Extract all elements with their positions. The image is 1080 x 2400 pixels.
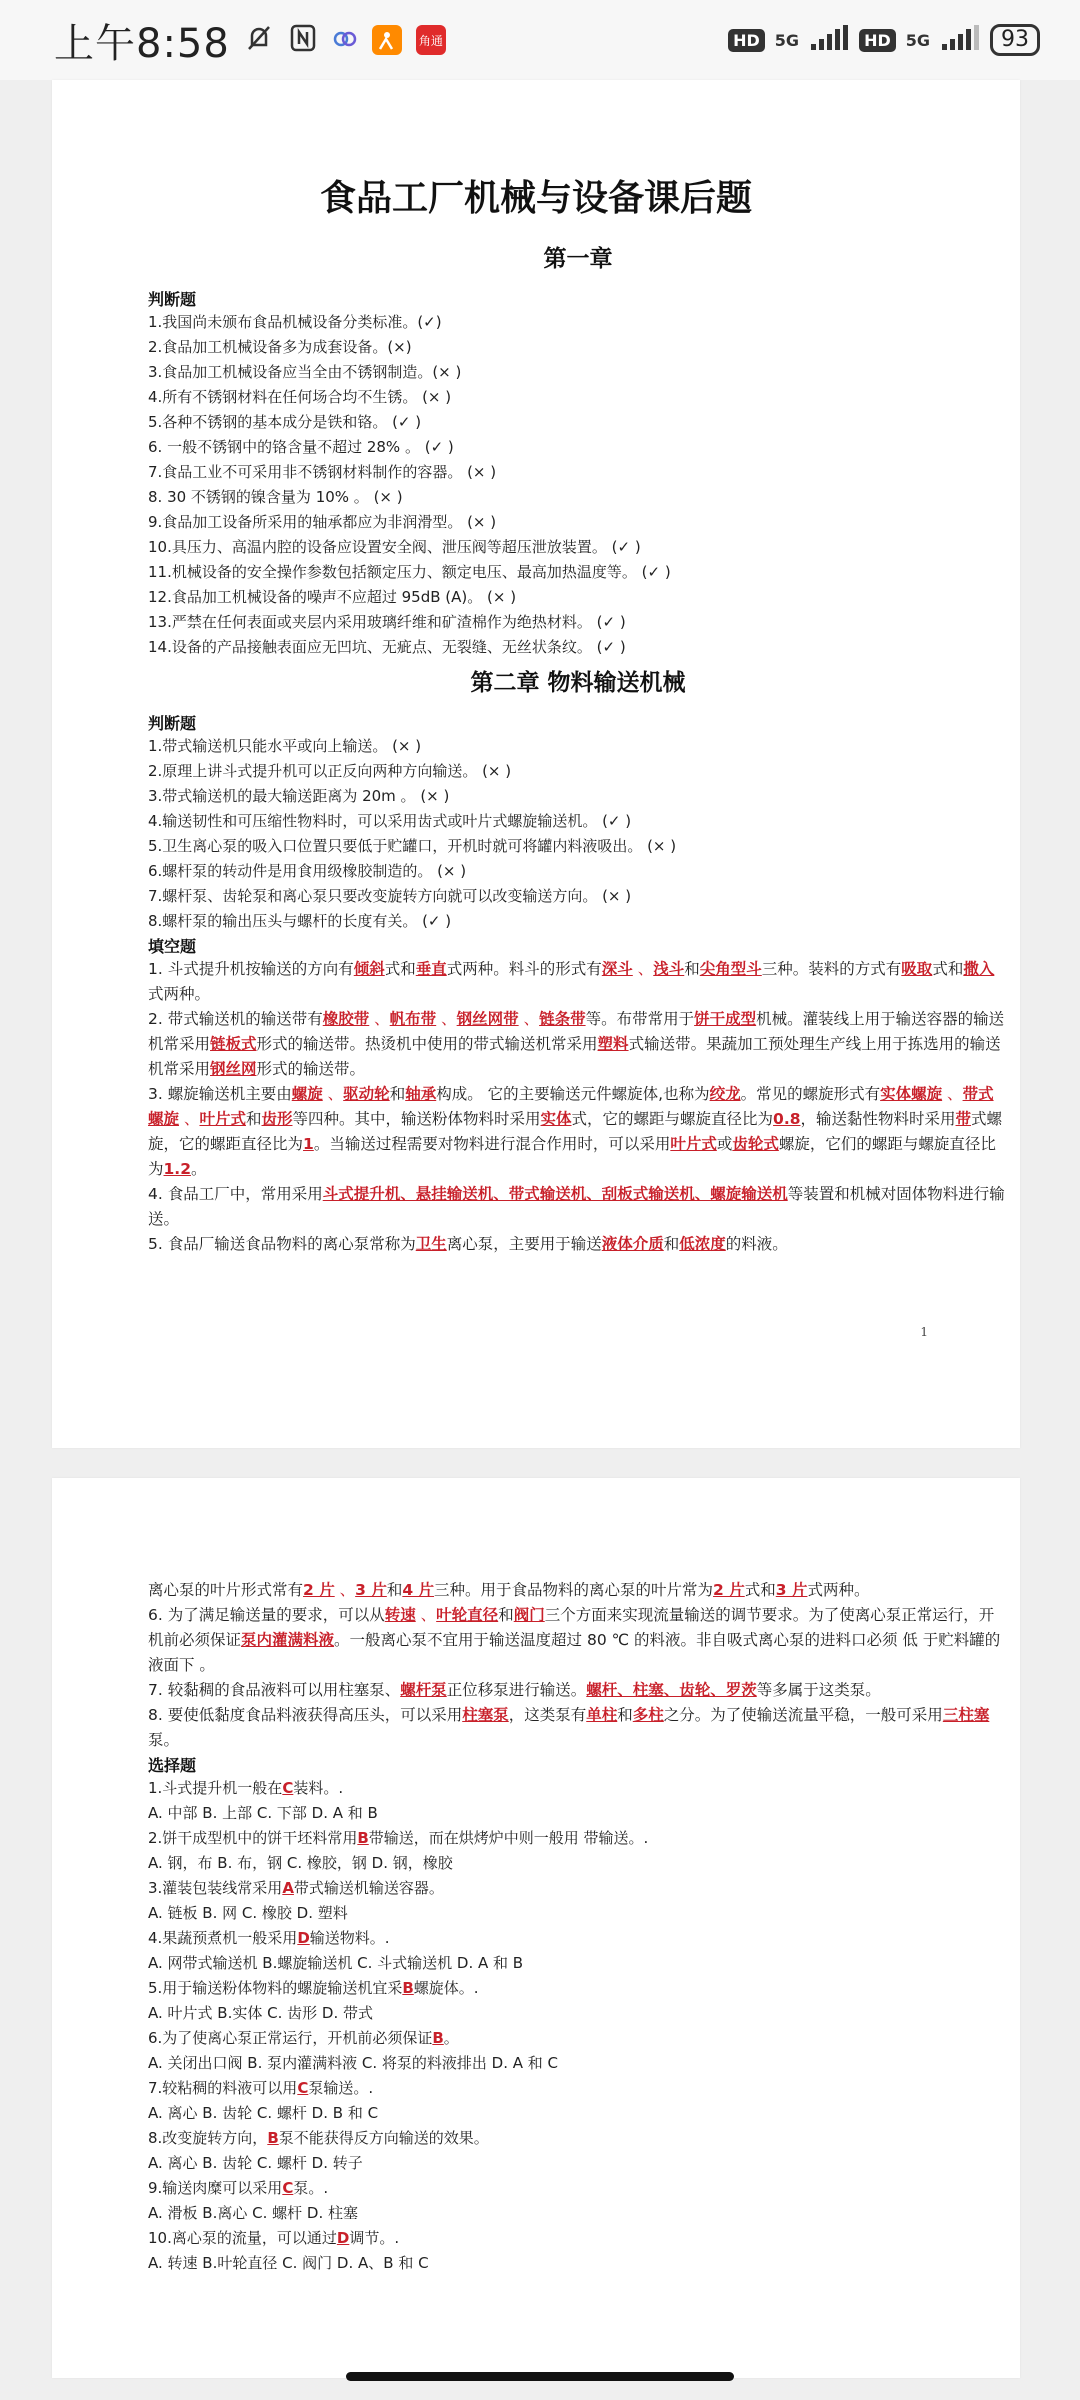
answer: 齿形: [261, 1110, 293, 1128]
answer: 斗式提升机、悬挂输送机、带式输送机、刮板式输送机、螺旋输送机: [322, 1185, 788, 1203]
question-text: 4. 食品工厂中，常用采用: [148, 1185, 323, 1203]
question-text: 和: [389, 1085, 406, 1103]
answer: 2 片: [303, 1581, 335, 1599]
fill-question-7: [148, 1678, 1008, 1703]
list-item: 4.输送韧性和可压缩性物料时，可以采用齿式或叶片式螺旋输送机。 (✓ ): [148, 812, 632, 830]
choice-options: A. 钢，布 B. 布，钢 C. 橡胶，钢 D. 钢，橡胶: [148, 1854, 453, 1872]
cloud-app-icon: [332, 25, 358, 55]
fill-question-1: 1. 斗式提升机按输送的方向有倾斜式和垂直式两种。料斗的形式有深斗 、浅斗和尖角型斗三种。装料的方式有吸取式和撒入式两种。: [148, 960, 995, 1003]
question-text: 和: [498, 1606, 514, 1624]
list-item: 13.严禁在任何表面或夹层内采用玻璃纤维和矿渣棉作为绝热材料。 (✓ ): [148, 613, 626, 631]
question-text: 的料液。: [725, 1235, 788, 1253]
home-indicator[interactable]: [346, 2372, 734, 2381]
app-badge-icon: 角通: [416, 25, 446, 55]
choice-question: [148, 1826, 1008, 1851]
answer: 柱塞泵: [462, 1706, 509, 1724]
fill-question-6: 6. 为了满足输送量的要求，可以从转速 、叶轮直径和阀门三个方面来实现流量输送的调节要求。为了使离心泵正常运行，开机前必须保证泵内灌满料液。一般离心泵不宜用于输送温度超过 80 ℃ 的料液。非自吸式离心泵的进料口必须 低 于贮料罐的 液面下 。: [148, 1606, 1001, 1674]
list-item: 3.带式输送机的最大输送距离为 20m 。 (× ): [148, 787, 450, 805]
answer: 4 片: [402, 1581, 435, 1599]
document-page-2: [52, 1478, 1020, 2378]
question-text: 式螺旋，它的螺距直径比为: [148, 1110, 1003, 1153]
answer: B: [402, 1979, 414, 1997]
answer: 阀门: [513, 1606, 545, 1624]
question-text: 机械。灌装线上用于输送容器的输送机常采用: [148, 1010, 1005, 1053]
list-item: 10.具压力、高温内腔的设备应设置安全阀、泄压阀等超压泄放装置。 (✓ ): [148, 538, 641, 556]
list-item: 8.螺杆泵的输出压头与螺杆的长度有关。 (✓ ): [148, 912, 452, 930]
choice-options: A. 网带式输送机 B.螺旋输送机 C. 斗式输送机 D. A 和 B: [148, 1954, 524, 1972]
answer: 三柱塞: [942, 1706, 990, 1724]
answer: C: [282, 2179, 294, 2197]
list-item: 7.螺杆泵、齿轮泵和离心泵只要改变旋转方向就可以改变输送方向。 (× ): [148, 887, 632, 905]
answer: 1.2: [163, 1160, 191, 1178]
list-item: 11.机械设备的安全操作参数包括额定压力、额定电压、最高加热温度等。 (✓ ): [148, 563, 671, 581]
choice-options: A. 离心 B. 齿轮 C. 螺杆 D. B 和 C: [148, 2104, 379, 2122]
answer: 单柱: [586, 1706, 618, 1724]
answer: 2 片: [713, 1581, 745, 1599]
question-text: 和: [617, 1706, 633, 1724]
network-label: 5G: [774, 30, 800, 50]
chapter-1-title: 第一章: [543, 245, 613, 272]
answer: 泵内灌满料液: [241, 1631, 335, 1649]
list-item: 4.所有不锈钢材料在任何场合均不生锈。 (× ): [148, 388, 452, 406]
question-text: 5.用于输送粉体物料的螺旋输送机宜采: [148, 1979, 403, 1997]
question-text: 泵。.: [293, 2179, 329, 2197]
question-text: 和: [663, 1235, 680, 1253]
list-item: 5.卫生离心泵的吸入口位置只要低于贮罐口，开机时就可将罐内料液吸出。 (× ): [148, 837, 677, 855]
question-text: 或: [716, 1135, 733, 1153]
answer: 转速: [384, 1606, 416, 1624]
list-item: 1.带式输送机只能水平或向上输送。 (× ): [148, 737, 422, 755]
answer: 实体: [540, 1110, 572, 1128]
answer: 1: [303, 1135, 314, 1153]
question-text: 6. 为了满足输送量的要求，可以从: [148, 1606, 385, 1624]
answer: B: [432, 2029, 444, 2047]
question-text: 泵输送。.: [308, 2079, 374, 2097]
question-text: 9.输送肉糜可以采用: [148, 2179, 283, 2197]
choice-question: [148, 2026, 1008, 2051]
answer: 浅斗: [653, 960, 685, 978]
chapter-2-judge-heading: 判断题: [148, 714, 197, 733]
taobao-app-icon: [372, 25, 402, 55]
answer: 带式螺旋: [148, 1085, 994, 1128]
answer: 饼干成型: [694, 1010, 757, 1028]
choice-question: [148, 2126, 1008, 2151]
fill-question-2: 2. 带式输送机的输送带有橡胶带 、帆布带 、钢丝网带 、链条带等。布带常用于饼干成型机械。灌装线上用于输送容器的输送机常采用链板式形式的输送带。热烫机中使用的带式输送机常采用塑料式输送带。果蔬加工预处理生产线上用于拣选用的输送机常采用钢丝网形式的输送带。: [148, 1010, 1005, 1078]
answer: 叶轮直径: [436, 1606, 499, 1624]
answer: 钢丝网: [210, 1060, 257, 1078]
choice-options: A. 滑板 B.离心 C. 螺杆 D. 柱塞: [148, 2204, 358, 2222]
question-text: 螺旋体。.: [413, 1979, 479, 1997]
question-text: 等四种。其中，输送粉体物料时采用: [292, 1110, 541, 1128]
question-text: 离心泵的叶片形式常有: [148, 1581, 304, 1599]
answer: 螺旋: [291, 1085, 323, 1103]
list-item: 1.我国尚未颁布食品机械设备分类标准。(✓): [148, 313, 442, 331]
answer: 深斗: [601, 960, 633, 978]
choice-options: A. 链板 B. 网 C. 橡胶 D. 塑料: [148, 1904, 348, 1922]
question-text: 输送物料。.: [309, 1929, 390, 1947]
question-text: ，输送黏性物料时采用: [800, 1110, 956, 1128]
choice-options: A. 关闭出口阀 B. 泵内灌满料液 C. 将泵的料液排出 D. A 和 C: [148, 2054, 559, 2072]
status-time: 上午8:58: [54, 20, 230, 67]
question-text: 式两种。: [807, 1581, 870, 1599]
answer: 低浓度: [679, 1235, 726, 1253]
question-text: 和: [386, 1581, 403, 1599]
question-text: 。: [443, 2029, 459, 2047]
question-text: 正位移泵进行输送。: [446, 1681, 587, 1699]
answer: B: [357, 1829, 369, 1847]
question-text: 1. 斗式提升机按输送的方向有: [148, 960, 354, 978]
answer: C: [297, 2079, 309, 2097]
question-text: ，这类泵有: [508, 1706, 587, 1724]
question-text: 7.较粘稠的料液可以用: [148, 2079, 298, 2097]
answer: 液体介质: [601, 1235, 664, 1253]
question-text: 之分。为了使输送流量平稳，一般可采用: [663, 1706, 943, 1724]
question-text: 1.斗式提升机一般在: [148, 1779, 283, 1797]
list-item: 6.螺杆泵的转动件是用食用级橡胶制造的。 (× ): [148, 862, 467, 880]
question-text: 3. 螺旋输送机主要由: [148, 1085, 292, 1103]
answer: 齿轮式: [732, 1135, 779, 1153]
answer: 橡胶带: [322, 1010, 370, 1028]
nfc-icon: [288, 23, 318, 57]
question-text: 式和: [744, 1581, 776, 1599]
answer: 塑料: [597, 1035, 629, 1053]
question-text: 式和: [932, 960, 964, 978]
choice-question: [148, 1926, 1008, 1951]
question-text: 泵不能获得反方向输送的效果。: [278, 2129, 489, 2147]
list-item: 3.食品加工机械设备应当全由不锈钢制造。(× ): [148, 363, 462, 381]
fill-question-5-continued: 离心泵的叶片形式常有2 片 、3 片和4 片三种。用于食品物料的离心泵的叶片常为2 片式和3 片式两种。: [148, 1581, 870, 1599]
question-text: 6.为了使离心泵正常运行，开机前必须保证: [148, 2029, 433, 2047]
answer: 绞龙: [709, 1085, 741, 1103]
answer: 多柱: [632, 1706, 664, 1724]
answer: 垂直: [415, 960, 447, 978]
chapter-2-title: 第二章 物料输送机械: [470, 669, 686, 696]
answer: 轴承: [405, 1085, 437, 1103]
choice-question: [148, 1776, 1008, 1801]
page-number: 1: [920, 1325, 928, 1339]
chapter-1-judge-list: [148, 310, 1008, 660]
answer: 钢丝网带: [456, 1010, 519, 1028]
question-text: 式输送带。果蔬加工预处理生产线上用于拣选用的输送机常采用: [148, 1035, 1001, 1078]
question-text: 5. 食品厂输送食品物料的离心泵常称为: [148, 1235, 416, 1253]
answer: 叶片式: [199, 1110, 246, 1128]
question-text: 螺旋，它们的螺距与螺旋直径比为: [148, 1135, 996, 1178]
choice-options: A. 中部 B. 上部 C. 下部 D. A 和 B: [148, 1804, 378, 1822]
page-title: 食品工厂机械与设备课后题: [319, 177, 752, 219]
question-text: 。: [190, 1160, 207, 1178]
answer: 叶片式: [670, 1135, 717, 1153]
fill-question-5: [148, 1232, 1008, 1257]
question-text: 三种。装料的方式有: [761, 960, 902, 978]
question-text: 10.离心泵的流量，可以通过: [148, 2229, 337, 2247]
question-text: 。常见的螺旋形式有: [740, 1085, 881, 1103]
question-text: 。当输送过程需要对物料进行混合作用时，可以采用: [313, 1135, 671, 1153]
question-text: 和: [245, 1110, 262, 1128]
list-item: 6. 一般不锈钢中的铬含量不超过 28% 。 (✓ ): [148, 438, 454, 456]
signal-icon-2: [940, 24, 980, 56]
answer: D: [336, 2229, 350, 2247]
answer: 带: [955, 1110, 972, 1128]
status-bar: [0, 0, 1080, 80]
question-text: 等。布带常用于: [585, 1010, 695, 1028]
answer: 3 片: [775, 1581, 808, 1599]
answer: 帆布带: [389, 1010, 437, 1028]
question-text: 8. 要使低黏度食品料液获得高压头，可以采用: [148, 1706, 463, 1724]
fill-question-4: [148, 1182, 1008, 1232]
answer: C: [282, 1779, 294, 1797]
document-page-1: [52, 80, 1020, 1448]
choice-question: [148, 2076, 1008, 2101]
choice-question: [148, 1976, 1008, 2001]
list-item: 7.食品工业不可采用非不锈钢材料制作的容器。 (× ): [148, 463, 497, 481]
question-text: 式两种。料斗的形式有: [446, 960, 602, 978]
list-item: 9.食品加工设备所采用的轴承都应为非润滑型。 (× ): [148, 513, 497, 531]
list-item: 14.设备的产品接触表面应无凹坑、无疵点、无裂缝、无丝状条纹。 (✓ ): [148, 638, 626, 656]
question-text: 式两种。: [148, 985, 211, 1003]
question-text: 装料。.: [293, 1779, 344, 1797]
answer: 链板式: [210, 1035, 257, 1053]
answer: 卫生: [415, 1235, 447, 1253]
list-item: 12.食品加工机械设备的噪声不应超过 95dB (A)。 (× ): [148, 588, 517, 606]
answer: 尖角型斗: [699, 960, 762, 978]
question-text: 4.果蔬预煮机一般采用: [148, 1929, 298, 1947]
chapter-1-section-heading: 判断题: [148, 290, 197, 309]
hd-label: HD: [728, 29, 765, 52]
hd-label-2: HD: [859, 29, 896, 52]
question-text: 2. 带式输送机的输送带有: [148, 1010, 323, 1028]
battery-indicator: 93: [990, 24, 1040, 56]
question-text: 等多属于这类泵。: [756, 1681, 881, 1699]
answer: 链条带: [539, 1010, 586, 1028]
question-text: 形式的输送带。热烫机中使用的带式输送机常采用: [256, 1035, 598, 1053]
question-text: 调节。.: [349, 2229, 400, 2247]
choice-question: [148, 1876, 1008, 1901]
list-item: 2.原理上讲斗式提升机可以正反向两种方向输送。 (× ): [148, 762, 512, 780]
answer: 螺杆、柱塞、齿轮、罗茨: [586, 1681, 757, 1699]
question-text: 形式的输送带。: [256, 1060, 366, 1078]
network-label-2: 5G: [905, 30, 930, 50]
list-item: 5.各种不锈钢的基本成分是铁和铬。 (✓ ): [148, 413, 422, 431]
choice-question: [148, 2176, 1008, 2201]
question-text: 式和: [384, 960, 416, 978]
signal-icon: [809, 24, 849, 56]
chapter-2-fill-heading: 填空题: [148, 937, 197, 956]
answer: 撒入: [963, 960, 995, 978]
choice-options: A. 转速 B.叶轮直径 C. 阀门 D. A、B 和 C: [148, 2254, 429, 2272]
choice-section-heading: 选择题: [148, 1756, 197, 1775]
answer: 螺杆泵: [400, 1681, 447, 1699]
choice-list: [148, 1776, 1008, 2276]
question-text: 7. 较黏稠的食品液料可以用柱塞泵、: [148, 1681, 401, 1699]
answer: B: [267, 2129, 279, 2147]
question-text: 和: [684, 960, 700, 978]
question-text: 三个方面来实现流量输送的调节要求。为了使离心泵正常运行，开机前必须保证: [148, 1606, 995, 1649]
chapter-2-judge-list: [148, 734, 1008, 934]
question-text: 构成。 它的主要输送元件螺旋体,也称为: [436, 1085, 710, 1103]
question-text: 8.改变旋转方向，: [148, 2129, 268, 2147]
question-text: 2.饼干成型机中的饼干坯料常用: [148, 1829, 358, 1847]
question-text: 3.灌装包装线常采用: [148, 1879, 283, 1897]
question-text: 离心泵，主要用于输送: [446, 1235, 602, 1253]
answer: 吸取: [901, 960, 933, 978]
choice-options: A. 离心 B. 齿轮 C. 螺杆 D. 转子: [148, 2154, 363, 2172]
answer: A: [282, 1879, 294, 1897]
answer: 0.8: [773, 1110, 801, 1128]
answer: 3 片: [355, 1581, 387, 1599]
fill-question-8: [148, 1703, 1008, 1753]
answer: 驱动轮: [343, 1085, 390, 1103]
question-text: 泵。: [148, 1731, 180, 1749]
list-item: 8. 30 不锈钢的镍含量为 10% 。 (× ): [148, 488, 403, 506]
question-text: 带式输送机输送容器。: [293, 1879, 444, 1897]
answer: 倾斜: [353, 960, 385, 978]
choice-options: A. 叶片式 B.实体 C. 齿形 D. 带式: [148, 2004, 373, 2022]
fill-question-3: 3. 螺旋输送机主要由螺旋 、驱动轮和轴承构成。 它的主要输送元件螺旋体,也称为绞龙。常见的螺旋形式有实体螺旋 、带式螺旋 、叶片式和齿形等四种。其中，输送粉体物料时采用实体式，它的螺距与螺旋直径比为0.8，输送黏性物料时采用带式螺旋，它的螺距直径比为1。当输送过程需要对物料进行混合作用时，可以采用叶片式或齿轮式螺旋，它们的螺距与螺旋直径比为1.2。: [148, 1085, 1003, 1178]
question-text: 等装置和机械对固体物料进行输送。: [148, 1185, 1005, 1228]
answer: 实体螺旋: [880, 1085, 943, 1103]
question-text: 带输送，而在烘烤炉中则一般用 带输送。.: [368, 1829, 649, 1847]
bell-muted-icon: [244, 23, 274, 57]
question-text: 。一般离心泵不宜用于输送温度超过 80 ℃ 的料液。非自吸式离心泵的进料口必须 低 于贮料罐的 液面下 。: [148, 1631, 1001, 1674]
choice-question: [148, 2226, 1008, 2251]
question-text: 三种。用于食品物料的离心泵的叶片常为: [434, 1581, 714, 1599]
list-item: 2.食品加工机械设备多为成套设备。(×): [148, 338, 412, 356]
answer: D: [297, 1929, 310, 1947]
question-text: 式，它的螺距与螺旋直径比为: [571, 1110, 774, 1128]
